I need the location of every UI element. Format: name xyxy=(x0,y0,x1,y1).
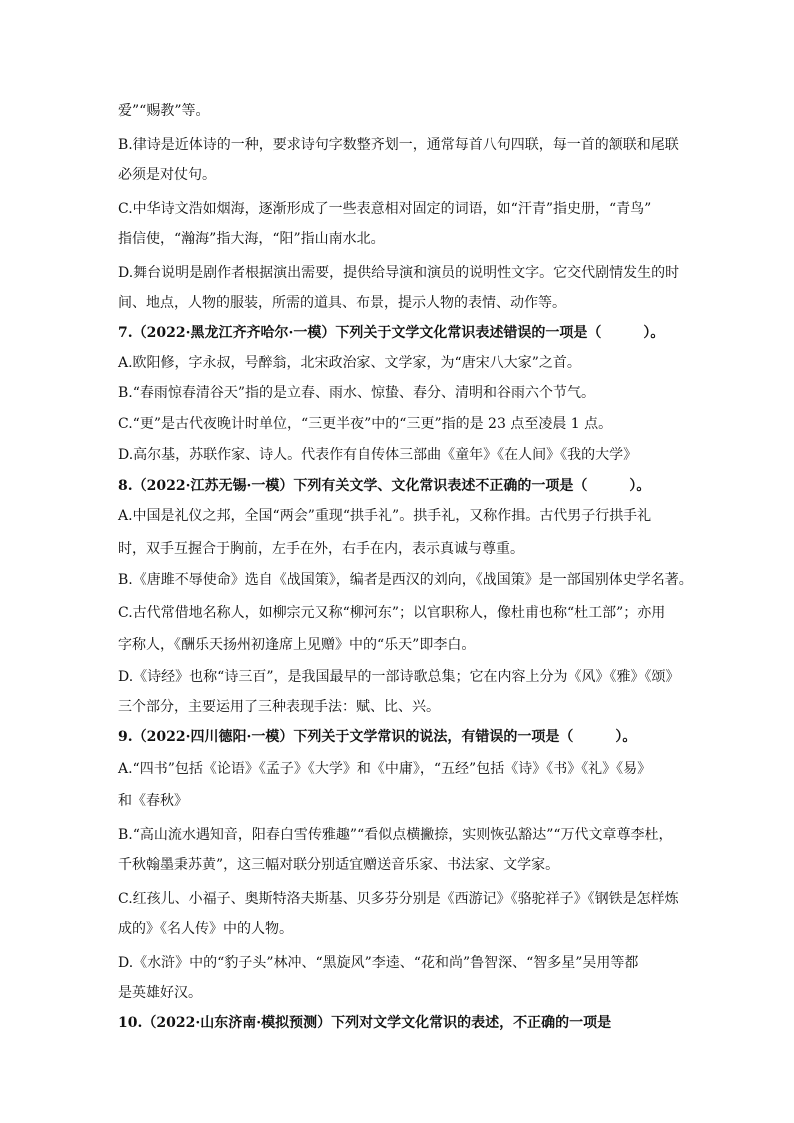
text-line: B.《唐雎不辱使命》选自《战国策》，编者是西汉的刘向，《战国策》是一部国别体史学名著。 xyxy=(118,572,693,588)
text-line: 必须是对仗句。 xyxy=(118,167,216,183)
text-line: 成的》《名人传》中的人物。 xyxy=(118,921,293,937)
text-line: 和《春秋》 xyxy=(118,793,188,809)
text-line: A.“四书”包括《论语》《孟子》《大学》和《中庸》，“五经”包括《诗》《书》《礼》《易》 xyxy=(118,761,652,777)
text-line: C.中华诗文浩如烟海，逐渐形成了一些表意相对固定的词语，如“汗青”指史册，“青鸟” xyxy=(118,201,652,217)
text-line: 是英雄好汉。 xyxy=(118,985,202,1001)
text-line: B.律诗是近体诗的一种，要求诗句字数整齐划一，通常每首八句四联，每一首的颔联和尾联 xyxy=(118,137,679,153)
text-line: B.“高山流水遇知音，阳春白雪传雅趣”“看似点横撇捺，实则恢弘豁达”“万代文章尊李杜， xyxy=(118,827,673,843)
text-line: C.古代常借地名称人，如柳宗元又称“柳河东”；以官职称人，像杜甫也称“杜工部”；亦用 xyxy=(118,605,666,621)
question-9-heading: 9.（2022·四川德阳·一模）下列关于文学常识的说法，有错误的一项是（ ）。 xyxy=(118,729,637,745)
text-line: B.“春雨惊春清谷天”指的是立春、雨水、惊蛰、春分、清明和谷雨六个节气。 xyxy=(118,385,596,401)
text-line: 间、地点，人物的服装，所需的道具、布景，提示人物的表情、动作等。 xyxy=(118,295,566,311)
text-line: 三个部分，主要运用了三种表现手法：赋、比、兴。 xyxy=(118,699,440,715)
question-10-heading: 10.（2022·山东济南·模拟预测）下列对文学文化常识的表述，不正确的一项是 xyxy=(118,1015,612,1031)
text-line: A.中国是礼仪之邦，全国“两会”重现“拱手礼”。拱手礼，又称作揖。古代男子行拱手礼 xyxy=(118,508,652,524)
text-line: C.红孩儿、小福子、奥斯特洛夫斯基、贝多芬分别是《西游记》《骆驼祥子》《钢铁是怎样炼 xyxy=(118,891,679,907)
text-line: 字称人，《酬乐天扬州初逢席上见赠》中的“乐天”即李白。 xyxy=(118,637,476,653)
text-line: D.舞台说明是剧作者根据演出需要，提供给导演和演员的说明性文字。它交代剧情发生的时 xyxy=(118,265,680,281)
text-line: D.《诗经》也称“诗三百”，是我国最早的一部诗歌总集；它在内容上分为《风》《雅》《颂》 xyxy=(118,669,680,685)
question-8-heading: 8.（2022·江苏无锡·一模）下列有关文学、文化常识表述不正确的一项是（ ）。 xyxy=(118,478,651,494)
text-line: C.“更”是古代夜晚计时单位，“三更半夜”中的“三更”指的是 23 点至凌晨 1 点。 xyxy=(118,416,613,432)
question-7-heading: 7.（2022·黑龙江齐齐哈尔·一模）下列关于文学文化常识表述错误的一项是（ ）。 xyxy=(118,325,665,341)
text-line: 千秋翰墨秉苏黄”，这三幅对联分别适宜赠送音乐家、书法家、文学家。 xyxy=(118,857,560,873)
text-line: 指信使，“瀚海”指大海，“阳”指山南水北。 xyxy=(118,231,385,247)
text-line: A.欧阳修，字永叔，号醉翁，北宋政治家、文学家，为“唐宋八大家”之首。 xyxy=(118,355,581,371)
text-line: D.《水浒》中的“豹子头”林冲、“黑旋风”李逵、“花和尚”鲁智深、“智多星”吴用等都 xyxy=(118,955,639,971)
text-line: D.高尔基，苏联作家、诗人。代表作有自传体三部曲《童年》《在人间》《我的大学》 xyxy=(118,447,638,463)
text-line: 爱”“赐教”等。 xyxy=(118,103,210,119)
text-line: 时，双手互握合于胸前，左手在外，右手在内，表示真诚与尊重。 xyxy=(118,541,524,557)
